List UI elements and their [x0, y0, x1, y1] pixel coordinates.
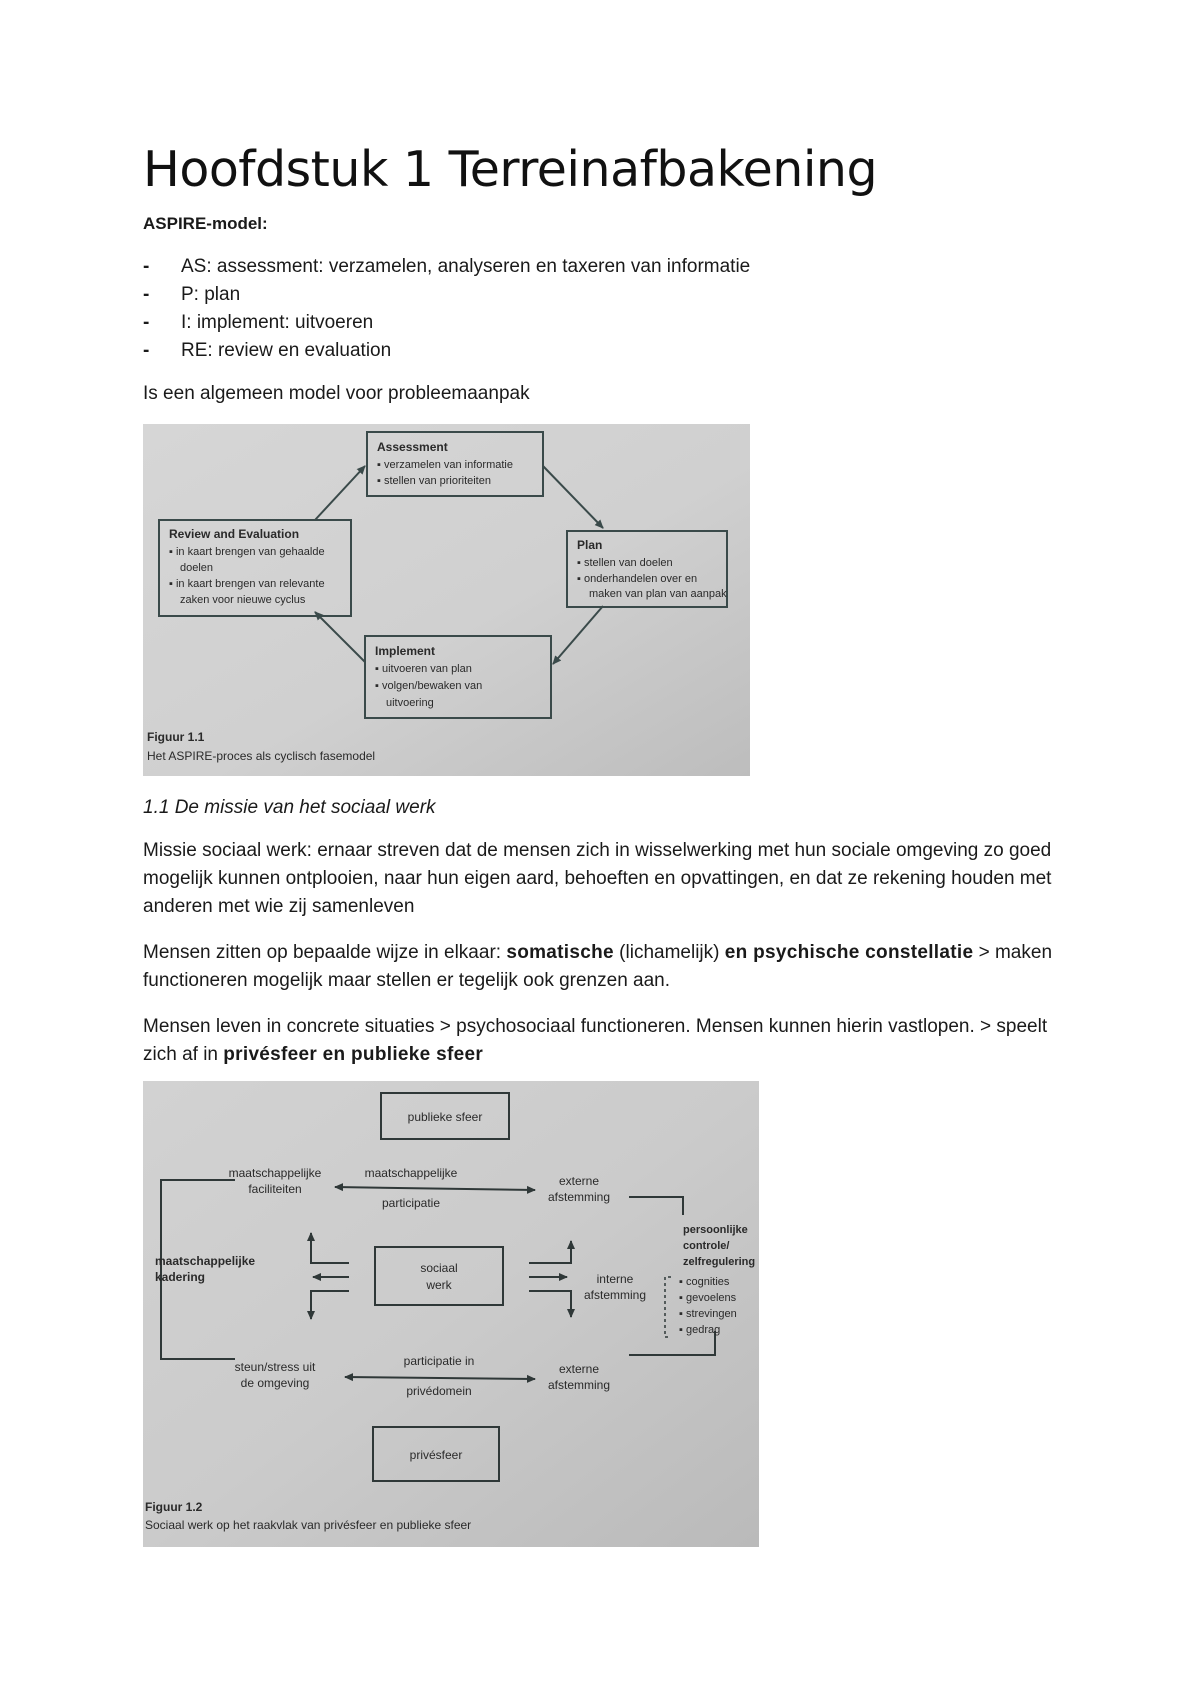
aspire-list	[143, 253, 750, 365]
review-item: zaken voor nieuwe cyclus	[180, 594, 306, 606]
list-item-text: P: plan	[181, 284, 241, 305]
controle-item: gevoelens	[685, 1292, 737, 1304]
svg-text:▪ in kaart brengen van gehaald: ▪ in kaart brengen van gehaalde	[169, 546, 325, 558]
bold-text-run: privésfeer en publieke sfeer	[223, 1044, 484, 1065]
review-title: Review and Evaluation	[169, 527, 300, 541]
interne-afstemming-label: afstemming	[583, 1288, 647, 1302]
intro-paragraph: Is een algemeen model voor probleemaanpak	[143, 383, 530, 404]
implement-item: volgen/bewaken van	[381, 680, 483, 692]
bullet-dash: -	[143, 312, 150, 333]
sociaal-werk-label: sociaal	[420, 1261, 458, 1275]
svg-text:▪ cognities: ▪ cognities	[679, 1276, 730, 1288]
list-item	[143, 281, 750, 309]
figure2-caption-text: Sociaal werk op het raakvlak van privésfeer en publieke sfeer	[145, 1518, 472, 1532]
controle-label: zelfregulering	[683, 1256, 756, 1268]
situations-paragraph	[143, 1013, 1063, 1069]
faciliteiten-label: faciliteiten	[248, 1182, 302, 1196]
kadering-label: maatschappelijke	[155, 1254, 256, 1268]
plan-item: maken van plan van aanpak	[589, 588, 727, 600]
sociaal-werk-label: werk	[426, 1278, 452, 1292]
review-item: in kaart brengen van relevante	[175, 578, 325, 590]
aspire-heading: ASPIRE-model:	[143, 214, 268, 233]
participatie-label: maatschappelijke	[364, 1166, 458, 1180]
externe-afstemming-label: externe	[558, 1362, 600, 1376]
steun-stress-label: steun/stress uit	[234, 1360, 316, 1374]
text-run: > maken functioneren mogelijk maar stellen er tegelijk ook grenzen aan.	[143, 942, 1053, 991]
controle-label: persoonlijke	[683, 1224, 748, 1236]
list-item	[143, 309, 750, 337]
review-item: in kaart brengen van gehaalde	[175, 546, 325, 558]
controle-item: gedrag	[685, 1324, 721, 1336]
text-run: Mensen zitten op bepaalde wijze in elkaar:	[143, 942, 507, 963]
implement-item: uitvoering	[386, 697, 434, 709]
page-title: Hoofdstuk 1 Terreinafbakening	[143, 141, 878, 198]
participatie-prive-label: participatie in	[403, 1354, 475, 1368]
review-item: doelen	[180, 562, 214, 574]
bold-text-run: en psychische constellatie	[724, 942, 974, 963]
externe-afstemming-label: afstemming	[547, 1378, 611, 1392]
prive-sfeer-label: privésfeer	[409, 1448, 463, 1462]
plan-item: stellen van doelen	[583, 557, 673, 569]
controle-item: strevingen	[685, 1308, 737, 1320]
list-item	[143, 253, 750, 281]
svg-text:▪ verzamelen van informatie: ▪ verzamelen van informatie	[377, 459, 513, 471]
section-title: 1.1 De missie van het sociaal werk	[143, 797, 436, 818]
bold-text-run: somatische	[506, 942, 614, 963]
assessment-title: Assessment	[377, 440, 448, 454]
text-run: (lichamelijk)	[613, 942, 725, 963]
externe-afstemming-label: afstemming	[547, 1190, 611, 1204]
figure1-caption-label: Figuur 1.1	[147, 730, 205, 744]
figure2-caption-label: Figuur 1.2	[145, 1500, 203, 1514]
plan-title: Plan	[577, 538, 603, 552]
mission-paragraph: Missie sociaal werk: ernaar streven dat de mensen zich in wisselwerking met hun sociale omgeving zo goed mogelijk kunnen ontplooien, naar hun eigen aard, behoeften en opvattingen, en dat ze rekening houden met anderen met wie zij samenleven	[143, 840, 1052, 917]
svg-text:▪ in kaart brengen van relevan: ▪ in kaart brengen van relevante	[169, 578, 325, 590]
constellation-paragraph	[143, 939, 1063, 995]
assessment-item: stellen van prioriteiten	[383, 475, 491, 487]
list-item-text: RE: review en evaluation	[181, 340, 392, 361]
list-item	[143, 337, 750, 365]
svg-text:▪ strevingen: ▪ strevingen	[679, 1308, 737, 1320]
text-run: Mensen leven in concrete situaties > psychosociaal functioneren. Mensen kunnen hierin vastlopen. > speelt zich af in	[143, 1016, 1048, 1065]
svg-text:▪ uitvoeren van plan: ▪ uitvoeren van plan	[375, 663, 472, 675]
externe-afstemming-label: externe	[558, 1174, 600, 1188]
figure-aspire-cycle	[143, 424, 750, 776]
svg-text:▪ volgen/bewaken van: ▪ volgen/bewaken van	[375, 680, 483, 692]
kadering-label: kadering	[155, 1270, 206, 1284]
interne-afstemming-label: interne	[596, 1272, 634, 1286]
bullet-dash: -	[143, 340, 150, 361]
participatie-label: participatie	[381, 1196, 441, 1210]
participatie-prive-label: privédomein	[406, 1384, 472, 1398]
svg-text:▪ gedrag: ▪ gedrag	[679, 1324, 721, 1336]
implement-title: Implement	[375, 644, 436, 658]
svg-text:▪ stellen van prioriteiten: ▪ stellen van prioriteiten	[377, 475, 491, 487]
svg-text:▪ gevoelens: ▪ gevoelens	[679, 1292, 737, 1304]
controle-label: controle/	[683, 1240, 730, 1252]
svg-text:▪ onderhandelen over en: ▪ onderhandelen over en	[577, 573, 698, 585]
publieke-sfeer-label: publieke sfeer	[407, 1110, 483, 1124]
controle-item: cognities	[685, 1276, 730, 1288]
bullet-dash: -	[143, 284, 150, 305]
steun-stress-label: de omgeving	[240, 1376, 310, 1390]
plan-item: onderhandelen over en	[583, 573, 698, 585]
figure1-caption-text: Het ASPIRE-proces als cyclisch fasemodel	[147, 749, 376, 763]
implement-item: uitvoeren van plan	[381, 663, 472, 675]
figure-social-work-spheres	[143, 1081, 759, 1547]
list-item-text: I: implement: uitvoeren	[181, 312, 374, 333]
faciliteiten-label: maatschappelijke	[228, 1166, 322, 1180]
list-item-text: AS: assessment: verzamelen, analyseren en taxeren van informatie	[181, 256, 751, 277]
assessment-item: verzamelen van informatie	[383, 459, 513, 471]
svg-text:▪ stellen van doelen: ▪ stellen van doelen	[577, 557, 673, 569]
bullet-dash: -	[143, 256, 150, 277]
